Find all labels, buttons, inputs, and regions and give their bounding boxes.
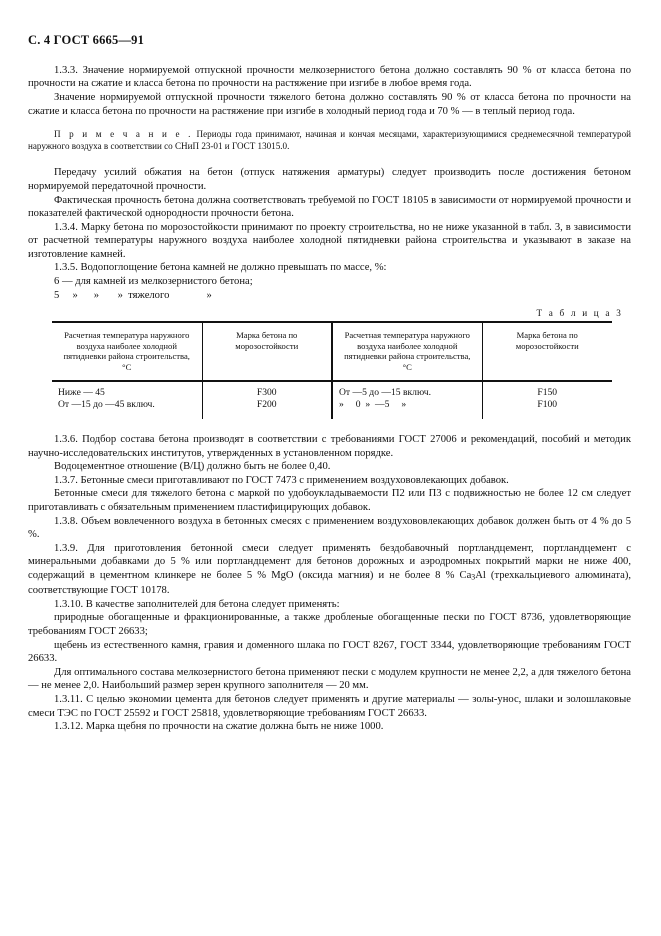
note-body: Периоды года принимают, начиная и кончая месяцами, характеризующимися среднемесячной температурой наружного воздуха в соответствии со СНиП 23-01 и ГОСТ 13015.0. [28,129,632,151]
paragraph-optimal-composition: Для оптимального состава мелкозернистого бетона применяют пески с модулем крупности не менее 2,2, а для тяжелого бетона — не менее 2,0. Наибольший размер зерен крупного заполнителя — 20 мм. [28,666,631,692]
paragraph-1-3-10-b: щебень из естественного камня, гравия и доменного шлака по ГОСТ 8267, ГОСТ 3344, удовлетворяющие требованиям ГОСТ 26633. [28,639,631,665]
cell-grade-right-line2: F100 [537,398,558,410]
spacer [28,419,631,433]
paragraph-1-3-12: 1.3.12. Марка щебня по прочности на сжатие должна быть не ниже 1000. [54,721,384,733]
cell-temp-right-line1: От —5 до —15 включ. [339,386,431,398]
spacer [28,152,631,166]
cell-temp-left-line1: Ниже — 45 [58,386,105,398]
paragraph-1-3-8: 1.3.8. Объем вовлеченного воздуха в бетонных смесях с применением воздухововлекающих добавок должен быть от 4 % до 5 %. [28,515,631,541]
table-caption: Т а б л и ц а 3 [536,308,623,319]
paragraph-1-3-6: 1.3.6. Подбор состава бетона производят в соответствии с требованиями ГОСТ 27006 и рекомендаций, пособий и методик научно-исследовательских институтов, утвержденных в установленном порядке. [28,434,631,459]
paragraph-transfer-force: Передачу усилий обжатия на бетон (отпуск натяжения арматуры) следует производить после достижения бетоном нормируемой передаточной прочности. [28,167,631,192]
spacer [28,118,631,129]
paragraph-1-3-3-a: 1.3.3. Значение нормируемой отпускной прочности мелкозернистого бетона должно составлять 90 % от класса бетона по прочности на сжатие и класса бетона по прочности на растяжение при изгибе в любое время года. [28,64,631,90]
paragraph-1-3-9-part2: Al (трехкальциевого алюмината), соответствующие ГОСТ 10178. [28,569,632,597]
paragraph-1-3-10: 1.3.10. В качестве заполнителей для бетона следует применять: [54,598,340,610]
table-header-grade-left: Марка бетона по морозостойкости [202,322,332,380]
paragraph-1-3-7: 1.3.7. Бетонные смеси приготавливают по ГОСТ 7473 с применением воздухововлекающих добавок. [54,474,509,486]
cell-temp-right [332,381,482,419]
note-block [28,129,631,152]
paragraph-actual-strength: Фактическая прочность бетона должна соответствовать требуемой по ГОСТ 18105 в зависимости от нормируемой прочности и показателей фактической однородности прочности бетона. [28,194,631,220]
note-label: П р и м е ч а н и е . [54,129,193,140]
paragraph-1-3-9-part1: 1.3.9. Для приготовления бетонной смеси следует применять бездобавочный портландцемент, портландцемент с минеральными добавками до 5 % или портландцемент для бетонов дорожных и аэродромных покрытий марки не ниже 400, содержащий в цементном клинкере не более 5 % MgO (оксида магния) и не более 8 % Ca [28,542,631,581]
table-header-temp-left: Расчетная температура наружного воздуха наиболее холодной пятидневки района строительства, °С [52,322,202,380]
list-item-water-absorption-2: 5 » » » тяжелого » [54,289,212,301]
paragraph-1-3-3-b: Значение нормируемой отпускной прочности тяжелого бетона должно составлять 90 % от класса бетона по прочности на сжатие и класса бетона по прочности на растяжение при изгибе в холодный период года и 70 % — в теплый период года. [28,91,631,117]
paragraph-1-3-4: 1.3.4. Марку бетона по морозостойкости принимают по проекту строительства, но не ниже указанной в табл. 3, в зависимости от расчетной температуры наружного воздуха наиболее холодной пятидневки района строительства и указывают в заказе на изготовление камней. [28,221,631,260]
paragraph-1-3-7-b: Бетонные смеси для тяжелого бетона с маркой по удобоукладываемости П2 или П3 с подвижностью не более 12 см следует приготавливать с обязательным применением пластифицирующих добавок. [28,488,631,513]
paragraph-1-3-5: 1.3.5. Водопоглощение бетона камней не должно превышать по массе, %: [54,262,387,274]
subscript-three: 3 [471,572,476,582]
table-row [52,381,612,419]
page-header: С. 4 ГОСТ 6665—91 [28,33,145,47]
table-header-grade-right: Марка бетона по морозостойкости [482,322,612,380]
paragraph-1-3-10-a: природные обогащенные и фракционированные, а также дробленые обогащенные пески по ГОСТ 8736, удовлетворяющие требованиям ГОСТ 26633; [28,612,631,638]
table-header-row [52,322,612,380]
paragraph-1-3-11: 1.3.11. С целью экономии цемента для бетонов следует применять и другие материалы — золы-унос, шлаки и золошлаковые смеси ТЭС по ГОСТ 25592 и ГОСТ 25818, удовлетворяющие требованиям ГОСТ 26633. [28,694,631,719]
cell-grade-right-line1: F150 [537,386,558,398]
list-item-water-absorption-1: 6 — для камней из мелкозернистого бетона; [54,276,253,288]
table-frost-resistance [52,321,612,419]
cell-grade-left-line2: F200 [256,398,277,410]
cell-temp-right-line2: » 0 » —5 » [339,398,407,410]
cell-grade-left [202,381,332,419]
cell-temp-left [52,381,202,419]
table-header-temp-right: Расчетная температура наружного воздуха наиболее холодной пятидневки района строительства, °С [332,322,482,380]
table-3-wrapper [52,321,612,419]
paragraph-1-3-9 [28,542,631,598]
cell-temp-left-line2: От —15 до —45 включ. [58,398,155,410]
cell-grade-right [482,381,612,419]
paragraph-water-cement-ratio: Водоцементное отношение (В/Ц) должно быть не более 0,40. [54,461,331,473]
cell-grade-left-line1: F300 [256,386,277,398]
